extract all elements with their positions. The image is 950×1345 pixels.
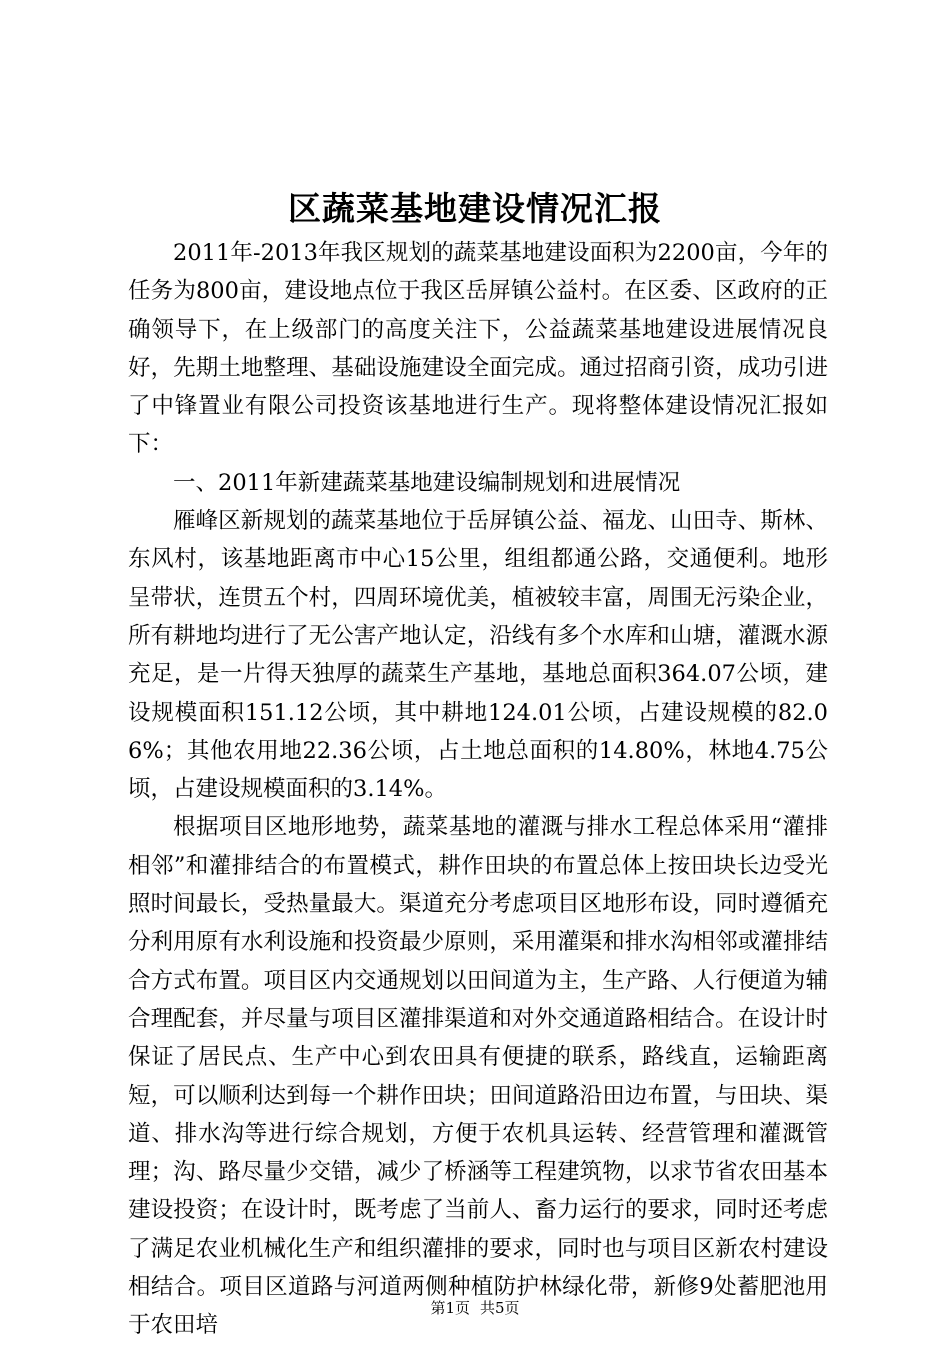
paragraph-irrigation: 根据项目区地形地势，蔬菜基地的灌溉与排水工程总体采用“灌排相邻”和灌排结合的布置模式，耕作田块的布置总体上按田块长边受光照时间最长，受热量最大。渠道充分考虑项目区地形布设，同时遵循充分利用原有水利设施和投资最少原则，采用灌渠和排水沟相邻或灌排结合方式布置。项目区内交通规划以田间道为主，生产路、人行便道为辅合理配套，并尽量与项目区灌排渠道和对外交通道路相结合。在设计时保证了居民点、生产中心到农田具有便捷的联系，路线直，运输距离短，可以顺利达到每一个耕作田块；田间道路沿田边布置，与田块、渠道、排水沟等进行综合规划，方便于农机具运转、经营管理和灌溉管理；沟、路尽量少交错，减少了桥涵等工程建筑物，以求节省农田基本建设投资；在设计时，既考虑了当前人、畜力运行的要求，同时还考虑了满足农业机械化生产和组织灌排的要求，同时也与项目区新农村建设相结合。项目区道路与河道两侧种植防护林绿化带，新修9处蓄肥池用于农田培 (128, 814, 828, 1339)
document-title: 区蔬菜基地建设情况汇报 (288, 189, 662, 228)
paragraph-intro: 2011年-2013年我区规划的蔬菜基地建设面积为2200亩，今年的任务为800亩，建设地点位于我区岳屏镇公益村。在区委、区政府的正确领导下，在上级部门的高度关注下，公益蔬菜基地建设进展情况良好，先期土地整理、基础设施建设全面完成。通过招商引资，成功引进了中锋置业有限公司投资该基地进行生产。现将整体建设情况汇报如下： (128, 240, 828, 458)
document-body (128, 234, 828, 1345)
page-number: 第1页 (430, 1299, 470, 1317)
paragraph-location: 雁峰区新规划的蔬菜基地位于岳屏镇公益、福龙、山田寺、斯林、东风村，该基地距离市中心15公里，组组都通公路，交通便利。地形呈带状，连贯五个村，四周环境优美，植被较丰富，周围无污染企业，所有耕地均进行了无公害产地认定，沿线有多个水库和山塘，灌溉水源充足，是一片得天独厚的蔬菜生产基地，基地总面积364.07公顷，建设规模面积151.12公顷，其中耕地124.01公顷，占建设规模的82.06%；其他农用地22.36公顷，占土地总面积的14.80%，林地4.75公顷，占建设规模面积的3.14%。 (128, 508, 828, 803)
section-heading: 一、2011年新建蔬菜基地建设编制规划和进展情况 (173, 469, 681, 496)
page-total: 共5页 (480, 1299, 520, 1317)
page-footer (0, 1298, 950, 1318)
